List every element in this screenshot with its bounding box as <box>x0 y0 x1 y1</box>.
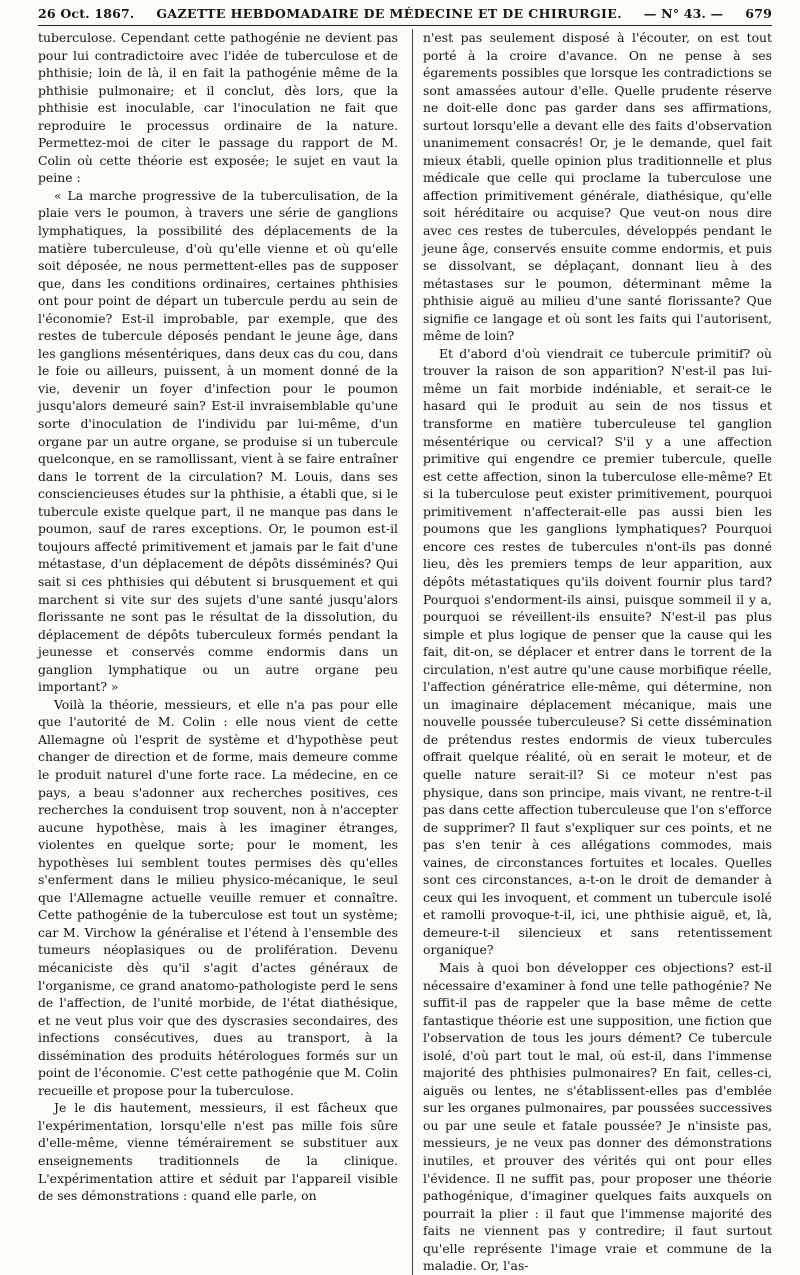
paragraph: Et d'abord d'où viendrait ce tubercule primitif? où trouver la raison de son apparition? N'est-il pas lui-même un fait morbide indéniable, et serait-ce le hasard qui le produit au sein de nos tissus et transforme en matière tuberculeuse tel ganglion mésentérique ou cervical? S'il y a une affection primitive qui engendre ce premier tubercule, quelle est cette affection, sinon la tuberculose elle-même? Et si la tuberculose peut exister primitivement, pourquoi primitivement n'affecterait-elle pas aussi bien les poumons que les ganglions lymphatiques? Pourquoi encore ces restes de tubercules n'ont-ils pas donné lieu, dès les premiers temps de leur apparition, aux dépôts métastatiques qu'ils doivent fournir plus tard? Pourquoi s'endorment-ils ainsi, puisque sommeil il y a, pourquoi se réveillent-ils ensuite? N'est-il pas plus simple et plus logique de penser que la cause qui les fait, dit-on, se déplacer et entrer dans le torrent de la circulation, n'est autre qu'une cause morbifique réelle, l'affection génératrice elle-même, qui détermine, non un imaginaire déplacement mécanique, mais une nouvelle poussée tuberculeuse? Si cette dissémination de prétendus restes endormis de vieux tubercules offrait quelque réalité, où en serait le moteur, et de quelle nature serait-il? Si ce moteur n'est pas physique, dans son principe, mais vivant, ne rentre-t-il pas dans cette affection tuberculeuse que l'on s'efforce de supprimer? Il faut s'expliquer sur ces points, et ne pas s'en tenir à ces allégations commodes, mais vaines, de circonstances fortuites et locales. Quelles sont ces circonstances, a-t-on le droit de demander à ceux qui les invoquent, et comment un tubercule isolé et ramolli provoque-t-il, ici, une phthisie aiguë, et, là, demeure-t-il silencieux et sans retentissement organique? <box>423 345 772 958</box>
page-number: 679 <box>745 6 772 21</box>
text-columns <box>38 29 772 1274</box>
header-date: 26 Oct. 1867. <box>38 6 135 21</box>
quoted-passage: « La marche progressive de la tuberculisation, de la plaie vers le poumon, à travers une série de ganglions lymphatiques, la possibilité des déplacements de la matière tuberculeuse, d'où qu'elle vienne et où qu'elle soit déposée, ne nous permettent-elles pas de supposer que, dans les conditions ordinaires, certaines phthisies ont pour point de départ un tubercule perdu au sein de l'économie? Est-il improbable, par exemple, que des restes de tubercule déposés pendant le jeune âge, dans les ganglions mésentériques, dans deux cas du cou, dans le foie ou ailleurs, puissent, à un moment donné de la vie, devenir un foyer d'infection pour le poumon jusqu'alors demeuré sain? Est-il invraisemblable qu'une sorte d'inoculation de l'individu par lui-même, d'un organe par un autre organe, se produise si un tubercule quelconque, en se ramollissant, vient à se faire entraîner dans le torrent de la circulation? M. Louis, dans ses consciencieuses études sur la phthisie, a établi que, si le tubercule existe quelque part, il ne manque pas dans le poumon, sauf de rares exceptions. Or, le poumon est-il toujours affecté primitivement et jamais par le fait d'une métastase, d'un déplacement de dépôts disséminés? Qui sait si ces phthisies qui débutent si brusquement et qui marchent si vite sur des sujets d'une santé jusqu'alors florissante ne sont pas le résultat de la dissolution, du déplacement de dépôts tuberculeux formés pendant la jeunesse et conservés comme endormis dans un ganglion lymphatique ou un autre organe peu important? » <box>38 187 398 695</box>
paragraph: Voilà la théorie, messieurs, et elle n'a pas pour elle que l'autorité de M. Colin : elle nous vient de cette Allemagne où l'esprit de système et d'hypothèse peut changer de direction et de forme, mais demeure comme le produit naturel d'une forte race. La médecine, en ce pays, a beau s'adonner aux recherches positives, ces recherches la conduisent trop souvent, non à n'accepter aucune hypothèse, mais à les imaginer étranges, violentes en quelque sorte; pour le moment, les hypothèses lui semblent toutes permises dès qu'elles s'enferment dans le milieu physico-mécanique, le seul que l'Allemagne actuelle veuille remuer et connaître. Cette pathogénie de la tuberculose est tout un système; car M. Virchow la généralise et l'étend à l'ensemble des tumeurs néoplasiques ou de prolifération. Devenu mécaniciste dès qu'il s'agit d'actes généraux de l'organisme, ce grand anatomo-pathologiste perd le sens de l'affection, de l'unité morbide, de l'état diathésique, et ne veut plus voir que des dyscrasies secondaires, des infections consécutives, dues au transport, à la dissémination des produits hétérologues formés sur un point de l'économie. C'est cette pathogénie que M. Colin recueille et propose pour la tuberculose. <box>38 696 398 1098</box>
left-column <box>38 29 398 1275</box>
journal-title: GAZETTE HEBDOMADAIRE DE MÉDECINE ET DE CHIRURGIE. <box>156 6 622 21</box>
issue-number: — N° 43. — <box>643 6 724 21</box>
right-column <box>412 29 772 1275</box>
paragraph: tuberculose. Cependant cette pathogénie ne devient pas pour lui contradictoire avec l'idée de tuberculose et de phthisie; loin de là, il en fait la pathogénie même de la phthisie pulmonaire; et il conclut, dès lors, que la phthisie est inoculable, car l'inoculation ne fait que reproduire le processus ordinaire de la nature. Permettez-moi de citer le passage du rapport de M. Colin où cette théorie est exposée; le sujet en vaut la peine : <box>38 30 398 186</box>
header-right <box>644 6 772 21</box>
paragraph: n'est pas seulement disposé à l'écouter, on est tout porté à la croire d'avance. On ne pense à ses égarements possibles que lorsque les contradictions se sont amassées autour d'elle. Quelle prudente réserve ne doit-elle donc pas garder dans ses affirmations, surtout lorsqu'elle a devant elle des faits d'observation unanimement consacrés! Or, je le demande, quel fait mieux établi, quelle opinion plus traditionnelle et plus médicale que celle qui proclame la tuberculose une affection primitivement générale, diathésique, qu'elle soit héréditaire ou acquise? Que veut-on nous dire avec ces restes de tubercules, développés pendant le jeune âge, conservés ensuite comme endormis, et puis se dissolvant, se déplaçant, donnant lieu à des métastases sur le poumon, déterminant même la phthisie aiguë au milieu d'une santé florissante? Que signifie ce langage et où sont les faits qui l'autorisent, même de loin? <box>423 30 772 344</box>
paragraph: Je le dis hautement, messieurs, il est fâcheux que l'expérimentation, lorsqu'elle n'est pas mille fois sûre d'elle-même, vienne témérairement se substituer aux enseignements traditionnels de la clinique. L'expérimentation attire et séduit par l'appareil visible de ses démonstrations : quand elle parle, on <box>38 1100 398 1204</box>
page-header <box>38 6 772 26</box>
paragraph: Mais à quoi bon développer ces objections? est-il nécessaire d'examiner à fond une telle pathogénie? Ne suffit-il pas de rappeler que la base même de cette fantastique théorie est une supposition, une fiction que l'observation de tous les jours dément? Ce tubercule isolé, d'où part tout le mal, où est-il, dans l'immense majorité des phthisies pulmonaires? En fait, celles-ci, aiguës ou lentes, ne s'établissent-elles pas d'emblée sur les organes pulmonaires, par poussées successives ou par une seule et fatale poussée? Je n'insiste pas, messieurs, je ne veux pas donner des démonstrations inutiles, et prouver des vérités qui ont pour elles l'évidence. Il ne suffit pas, pour proposer une théorie pathogénique, d'imaginer quelques faits auxquels on pourrait la plier : il faut que l'immense majorité des faits ne viennent pas y contredire; il faut surtout qu'elle représente l'image vraie et commune de la maladie. Or, l'as- <box>423 959 772 1274</box>
